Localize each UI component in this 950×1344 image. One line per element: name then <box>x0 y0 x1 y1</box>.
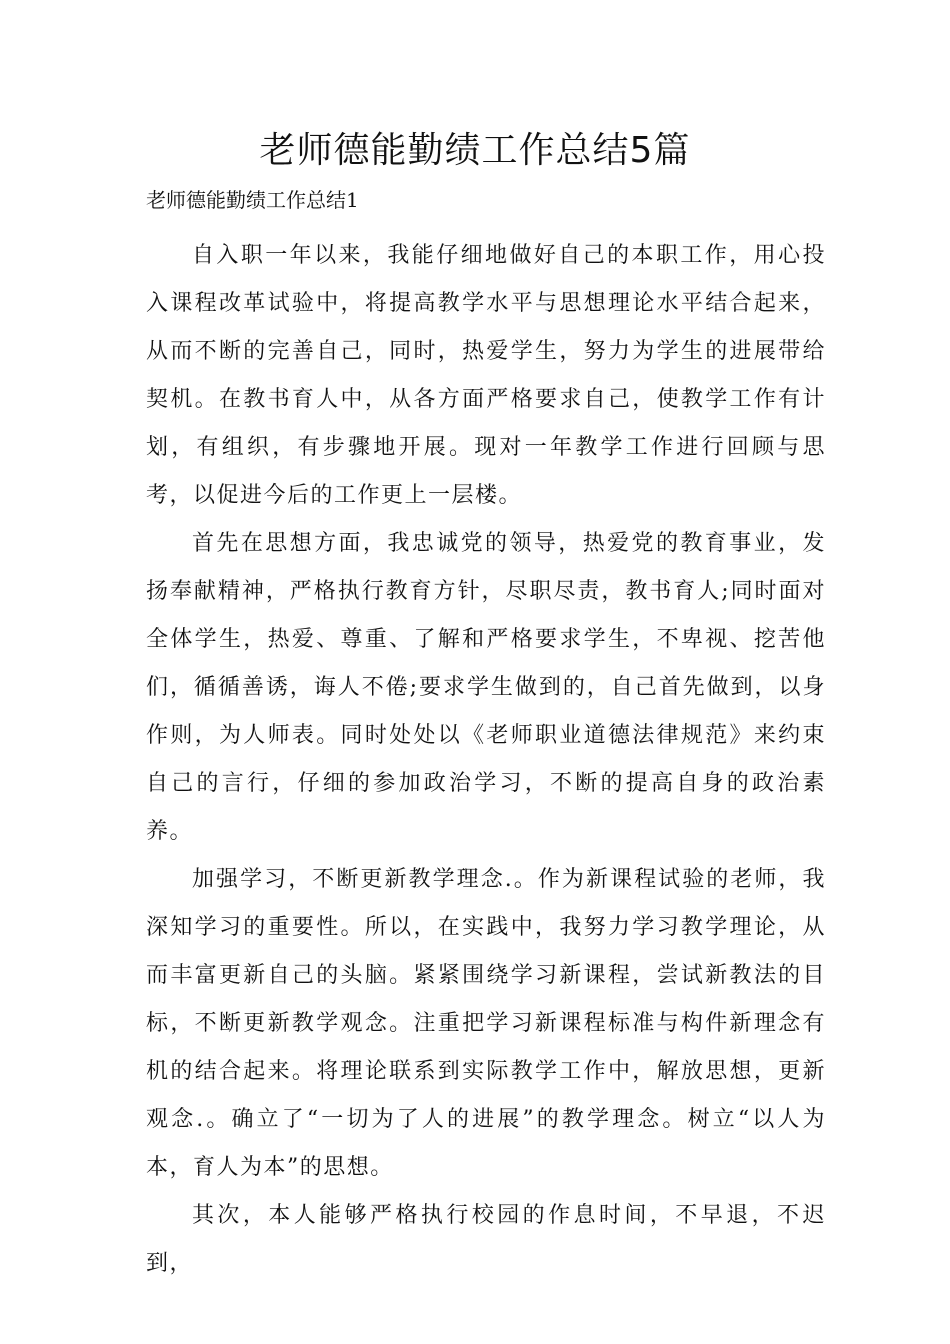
document-body <box>146 232 826 1288</box>
document-title: 老师德能勤绩工作总结5篇 <box>259 130 691 171</box>
paragraph-1: 自入职一年以来，我能仔细地做好自己的本职工作，用心投入课程改革试验中，将提高教学水平与思想理论水平结合起来，从而不断的完善自己，同时，热爱学生，努力为学生的进展带给契机。在教书育人中，从各方面严格要求自己，使教学工作有计划，有组织，有步骤地开展。现对一年教学工作进行回顾与思考，以促进今后的工作更上一层楼。 <box>146 243 826 508</box>
paragraph-2: 首先在思想方面，我忠诚党的领导，热爱党的教育事业，发扬奉献精神，严格执行教育方针，尽职尽责，教书育人;同时面对全体学生，热爱、尊重、了解和严格要求学生，不卑视、挖苦他们，循循善诱，诲人不倦;要求学生做到的，自己首先做到，以身作则，为人师表。同时处处以《老师职业道德法律规范》来约束自己的言行，仔细的参加政治学习，不断的提高自身的政治素养。 <box>146 531 826 844</box>
section-heading: 老师德能勤绩工作总结1 <box>146 188 359 212</box>
paragraph-4: 其次，本人能够严格执行校园的作息时间，不早退，不迟到， <box>146 1203 826 1276</box>
paragraph-3: 加强学习，不断更新教学理念.。作为新课程试验的老师，我深知学习的重要性。所以，在实践中，我努力学习教学理论，从而丰富更新自己的头脑。紧紧围绕学习新课程，尝试新教法的目标，不断更新教学观念。注重把学习新课程标准与构件新理念有机的结合起来。将理论联系到实际教学工作中，解放思想，更新观念.。确立了“一切为了人的进展”的教学理念。树立“以人为本，育人为本”的思想。 <box>146 867 826 1180</box>
